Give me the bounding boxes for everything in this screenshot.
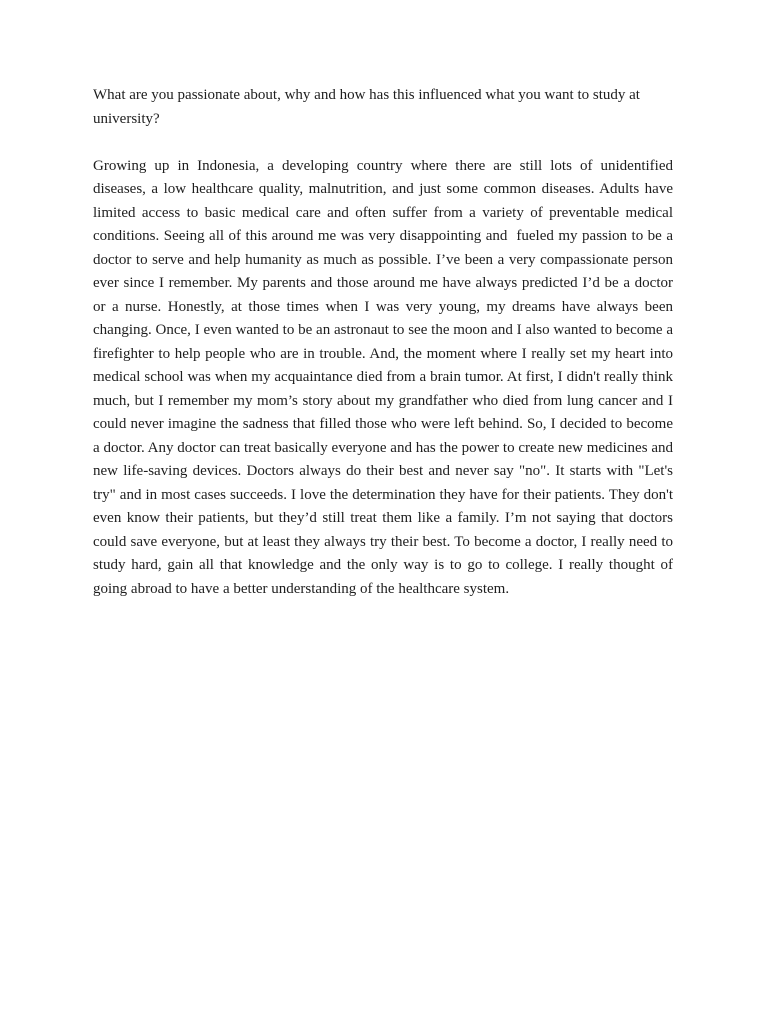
document-page <box>93 84 681 601</box>
essay-body: Growing up in Indonesia, a developing country where there are still lots of unidentified diseases, a low healthcare quality, malnutrition, and just some common diseases. Adults have limited access to basic medical care and often suffer from a variety of preventable medical conditions. Seeing all of this around me was very disappointing and fueled my passion to be a doctor to serve and help humanity as much as possible. I’ve been a very compassionate person ever since I remember. My parents and those around me have always predicted I’d be a doctor or a nurse. Honestly, at those times when I was very young, my dreams have always been changing. Once, I even wanted to be an astronaut to see the moon and I also wanted to become a firefighter to help people who are in trouble. And, the moment where I really set my heart into medical school was when my acquaintance died from a brain tumor. At first, I didn't really think much, but I remember my mom’s story about my grandfather who died from lung cancer and I could never imagine the sadness that filled those who were left behind. So, I decided to become a doctor. Any doctor can treat basically everyone and has the power to create new medicines and new life-saving devices. Doctors always do their best and never say "no". It starts with "Let's try" and in most cases succeeds. I love the determination they have for their patients. They don't even know their patients, but they’d still treat them like a family. I’m not saying that doctors could save everyone, but at least they always try their best. To become a doctor, I really need to study hard, gain all that knowledge and the only way is to go to college. I really thought of going abroad to have a better understanding of the healthcare system. <box>93 157 681 597</box>
essay-question: What are you passionate about, why and how has this influenced what you want to study at university? <box>93 87 640 127</box>
